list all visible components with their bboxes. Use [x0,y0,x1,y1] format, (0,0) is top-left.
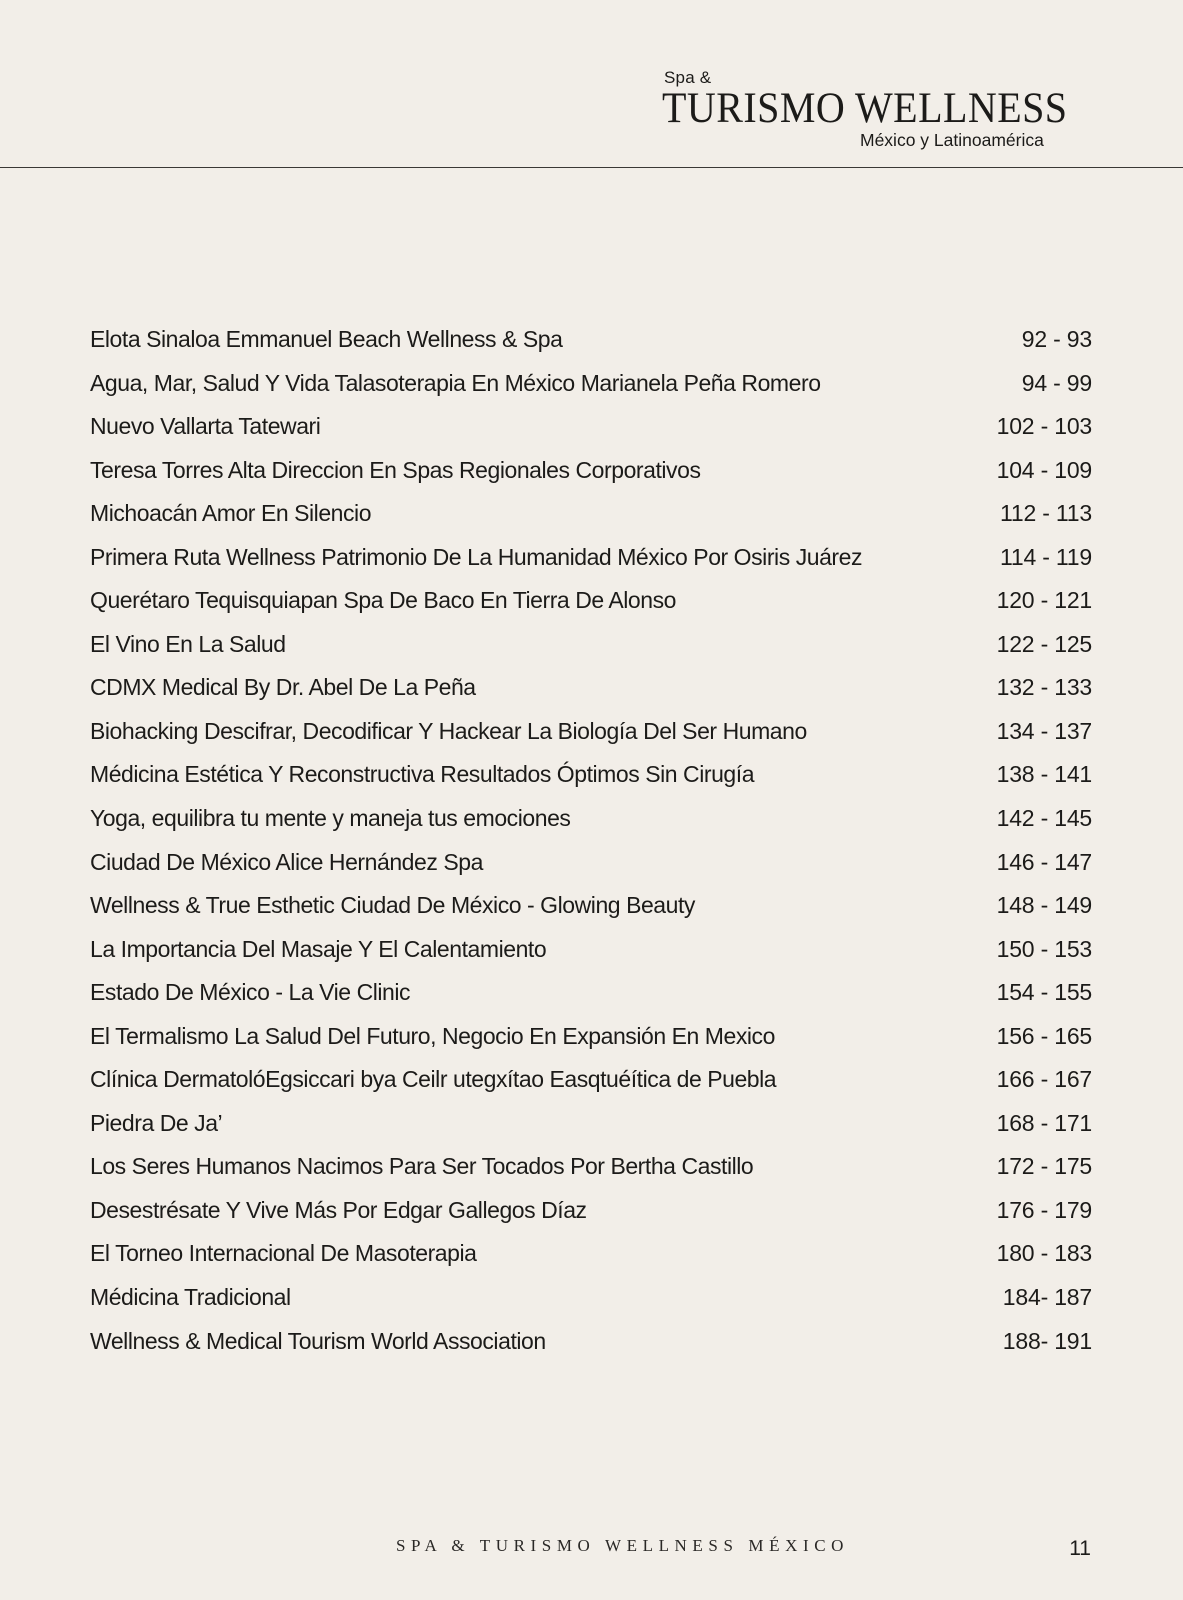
toc-entry-title: Primera Ruta Wellness Patrimonio De La Humanidad México Por Osiris Juárez [90,543,863,570]
toc-entry-title: Wellness & True Esthetic Ciudad De México - Glowing Beauty [90,892,695,919]
toc-entry[interactable] [90,1189,1092,1233]
toc-entry-pages: 134 - 137 [996,717,1092,744]
toc-entry-pages: 94 - 99 [1021,369,1092,396]
toc-entry-title: Michoacán Amor En Silencio [90,500,372,527]
toc-entry-title: Yoga, equilibra tu mente y maneja tus emociones [90,805,571,832]
toc-entry-pages: 112 - 113 [1000,500,1092,527]
toc-entry-title: Médicina Estética Y Reconstructiva Resultados Óptimos Sin Cirugía [90,761,755,788]
toc-entry[interactable] [90,318,1092,362]
toc-entry[interactable] [90,1232,1092,1276]
toc-entry-pages: 150 - 153 [996,935,1092,962]
toc-entry[interactable] [90,710,1092,754]
toc-entry-title: Clínica DermatolóEgsiccari bya Ceilr utegxítao Easqtuéítica de Puebla [90,1066,777,1093]
toc-entry[interactable] [90,1015,1092,1059]
toc-entry-pages: 176 - 179 [996,1196,1092,1223]
toc-entry-pages: 122 - 125 [996,630,1092,657]
toc-entry-pages: 180 - 183 [996,1240,1092,1267]
toc-entry-pages: 184- 187 [1002,1284,1092,1311]
toc-entry-title: Médicina Tradicional [90,1284,291,1311]
footer-title: SPA & TURISMO WELLNESS MÉXICO [396,1536,850,1555]
brand-top-text: Spa & [664,68,712,87]
toc-entry-title: Nuevo Vallarta Tatewari [90,413,321,440]
toc-entry-pages: 120 - 121 [996,587,1092,614]
toc-entry[interactable] [90,449,1092,493]
toc-entry[interactable] [90,841,1092,885]
toc-entry-pages: 156 - 165 [996,1022,1092,1049]
toc-entry[interactable] [90,1102,1092,1146]
toc-entry[interactable] [90,362,1092,406]
page-number: 11 [1069,1537,1091,1560]
toc-entry-pages: 154 - 155 [996,979,1092,1006]
toc-entry[interactable] [90,405,1092,449]
toc-entry-pages: 168 - 171 [996,1109,1092,1136]
toc-entry-title: Agua, Mar, Salud Y Vida Talasoterapia En México Marianela Peña Romero [90,369,821,396]
toc-entry-pages: 92 - 93 [1021,326,1092,352]
toc-entry-title: La Importancia Del Masaje Y El Calentamiento [90,935,547,962]
toc-entry[interactable] [90,536,1092,580]
toc-entry-pages: 114 - 119 [1000,543,1092,570]
toc-entry-title: El Vino En La Salud [90,630,286,657]
table-of-contents [90,318,1092,1363]
toc-entry[interactable] [90,884,1092,928]
toc-entry-pages: 132 - 133 [996,674,1092,701]
toc-entry-pages: 138 - 141 [996,761,1092,788]
toc-entry-title: Teresa Torres Alta Direccion En Spas Regionales Corporativos [90,456,701,483]
toc-entry-title: Los Seres Humanos Nacimos Para Ser Tocados Por Bertha Castillo [90,1153,754,1180]
toc-entry[interactable] [90,579,1092,623]
toc-entry[interactable] [90,1145,1092,1189]
toc-entry-title: Piedra De Ja’ [90,1109,223,1136]
brand-title: TURISMO WELLNESS [662,85,1068,132]
toc-entry-title: Biohacking Descifrar, Decodificar Y Hackear La Biología Del Ser Humano [90,717,807,744]
toc-entry[interactable] [90,623,1092,667]
toc-entry-title: Wellness & Medical Tourism World Association [90,1327,546,1354]
toc-entry-pages: 172 - 175 [996,1153,1092,1180]
toc-entry-title: El Torneo Internacional De Masoterapia [90,1240,477,1267]
toc-entry-pages: 188- 191 [1002,1327,1092,1354]
toc-entry[interactable] [90,971,1092,1015]
toc-entry[interactable] [90,1276,1092,1320]
toc-entry[interactable] [90,1058,1092,1102]
toc-entry[interactable] [90,666,1092,710]
toc-entry[interactable] [90,1320,1092,1364]
masthead [0,0,1183,168]
toc-entry-title: CDMX Medical By Dr. Abel De La Peña [90,674,476,701]
toc-entry[interactable] [90,753,1092,797]
toc-entry-title: Estado De México - La Vie Clinic [90,979,411,1006]
toc-entry-title: Desestrésate Y Vive Más Por Edgar Gallegos Díaz [90,1196,587,1223]
toc-entry-title: Querétaro Tequisquiapan Spa De Baco En Tierra De Alonso [90,587,676,614]
toc-entry-pages: 146 - 147 [996,848,1092,875]
toc-entry[interactable] [90,492,1092,536]
toc-entry-title: El Termalismo La Salud Del Futuro, Negocio En Expansión En Mexico [90,1022,775,1049]
toc-entry-pages: 148 - 149 [996,892,1092,919]
toc-entry-pages: 166 - 167 [996,1066,1092,1093]
toc-entry[interactable] [90,928,1092,972]
toc-entry[interactable] [90,797,1092,841]
toc-entry-pages: 102 - 103 [996,413,1092,440]
toc-entry-title: Elota Sinaloa Emmanuel Beach Wellness & Spa [90,326,563,352]
toc-entry-pages: 104 - 109 [996,456,1092,483]
toc-entry-pages: 142 - 145 [996,805,1092,832]
toc-entry-title: Ciudad De México Alice Hernández Spa [90,848,483,875]
brand-subtitle: México y Latinoamérica [860,130,1044,150]
